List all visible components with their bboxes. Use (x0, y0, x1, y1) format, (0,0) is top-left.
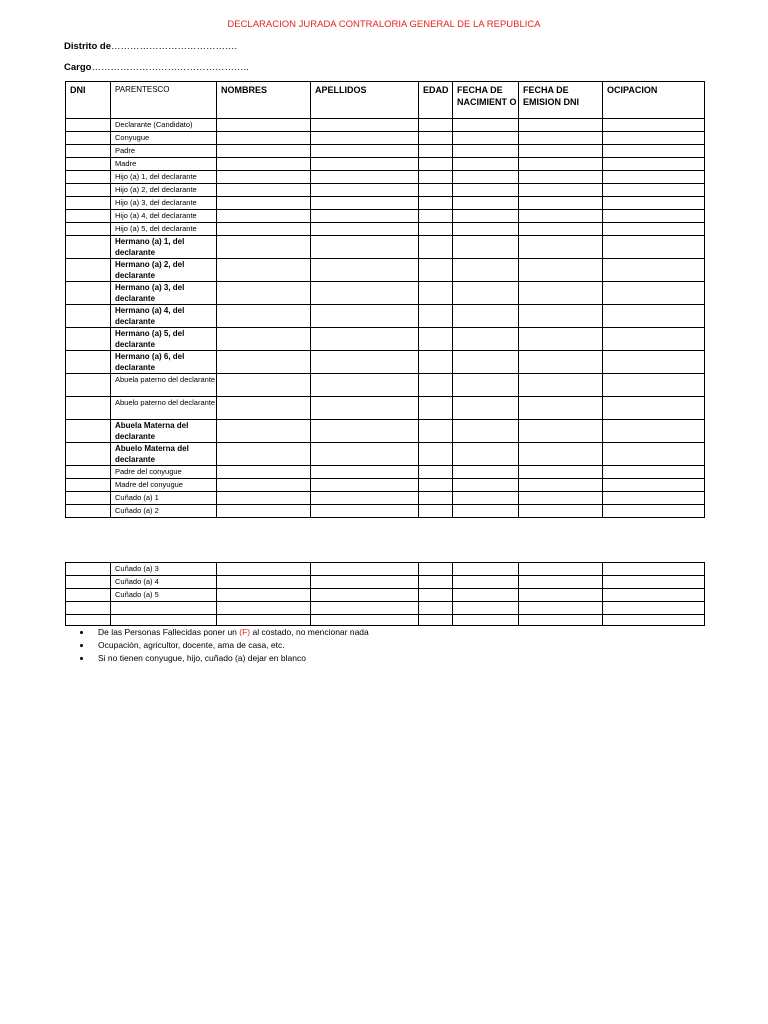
blank-cell[interactable] (453, 132, 519, 145)
blank-cell[interactable] (66, 132, 111, 145)
blank-cell[interactable] (453, 602, 519, 615)
blank-cell[interactable] (66, 197, 111, 210)
blank-cell[interactable] (66, 576, 111, 589)
blank-cell[interactable] (311, 351, 419, 374)
blank-cell[interactable] (66, 145, 111, 158)
blank-cell[interactable] (519, 479, 603, 492)
note-item: De las Personas Fallecidas poner un (F) al costado, no mencionar nada (79, 626, 369, 639)
table-row (66, 351, 705, 374)
blank-cell[interactable] (66, 171, 111, 184)
blank-cell[interactable] (311, 132, 419, 145)
relationship-cell: Cuñado (a) 3 (111, 563, 217, 576)
relationship-cell: Abuelo Materna del declarante (111, 443, 217, 466)
blank-cell[interactable] (453, 305, 519, 328)
blank-cell[interactable] (66, 443, 111, 466)
relationship-cell: Hermano (a) 6, del declarante (111, 351, 217, 374)
blank-cell[interactable] (603, 479, 705, 492)
blank-cell[interactable] (519, 351, 603, 374)
relationship-cell: Cuñado (a) 5 (111, 589, 217, 602)
blank-cell[interactable] (453, 492, 519, 505)
blank-cell[interactable] (419, 492, 453, 505)
blank-cell[interactable] (519, 145, 603, 158)
blank-cell[interactable] (311, 576, 419, 589)
table-row (66, 210, 705, 223)
blank-cell[interactable] (603, 492, 705, 505)
blank-cell[interactable] (66, 259, 111, 282)
blank-cell[interactable] (453, 282, 519, 305)
table-row (66, 145, 705, 158)
blank-cell[interactable] (311, 615, 419, 626)
blank-cell[interactable] (217, 171, 311, 184)
blank-cell[interactable] (453, 184, 519, 197)
blank-cell[interactable] (453, 443, 519, 466)
blank-cell[interactable] (453, 197, 519, 210)
blank-cell[interactable] (603, 119, 705, 132)
blank-cell[interactable] (217, 259, 311, 282)
table-row (66, 119, 705, 132)
position-field (64, 62, 249, 73)
blank-cell[interactable] (217, 328, 311, 351)
blank-cell[interactable] (453, 210, 519, 223)
blank-cell[interactable] (453, 236, 519, 259)
blank-cell[interactable] (603, 223, 705, 236)
blank-cell[interactable] (519, 420, 603, 443)
blank-cell[interactable] (311, 119, 419, 132)
blank-cell[interactable] (217, 197, 311, 210)
blank-cell[interactable] (311, 210, 419, 223)
blank-cell[interactable] (311, 505, 419, 518)
relationship-cell: Abuela Materna del declarante (111, 420, 217, 443)
note-item: Ocupación, agricultor, docente, ama de casa, etc. (79, 639, 369, 652)
blank-cell[interactable] (453, 351, 519, 374)
blank-cell[interactable] (66, 236, 111, 259)
blank-cell[interactable] (519, 305, 603, 328)
blank-cell[interactable] (519, 328, 603, 351)
blank-cell[interactable] (217, 602, 311, 615)
table-row (66, 184, 705, 197)
blank-cell[interactable] (217, 443, 311, 466)
blank-cell[interactable] (519, 492, 603, 505)
blank-cell[interactable] (217, 210, 311, 223)
blank-cell[interactable] (66, 305, 111, 328)
blank-cell[interactable] (519, 119, 603, 132)
blank-cell[interactable] (311, 466, 419, 479)
blank-cell[interactable] (519, 563, 603, 576)
blank-cell[interactable] (453, 171, 519, 184)
blank-cell[interactable] (453, 259, 519, 282)
blank-cell[interactable] (419, 171, 453, 184)
relationship-cell: Hijo (a) 5, del declarante (111, 223, 217, 236)
blank-cell[interactable] (217, 615, 311, 626)
blank-cell[interactable] (453, 328, 519, 351)
blank-cell[interactable] (66, 223, 111, 236)
table-row (66, 305, 705, 328)
table-row (66, 505, 705, 518)
blank-cell[interactable] (217, 420, 311, 443)
blank-cell[interactable] (519, 184, 603, 197)
blank-cell[interactable] (311, 184, 419, 197)
blank-cell[interactable] (603, 197, 705, 210)
blank-cell[interactable] (519, 615, 603, 626)
blank-cell[interactable] (66, 119, 111, 132)
blank-cell[interactable] (419, 589, 453, 602)
table-row (66, 158, 705, 171)
relationship-cell: Padre del conyugue (111, 466, 217, 479)
blank-cell[interactable] (66, 328, 111, 351)
blank-cell[interactable] (311, 282, 419, 305)
blank-cell[interactable] (311, 259, 419, 282)
table-row (66, 466, 705, 479)
blank-cell[interactable] (453, 589, 519, 602)
blank-cell[interactable] (519, 223, 603, 236)
blank-cell[interactable] (519, 171, 603, 184)
district-label: Distrito de (64, 41, 111, 52)
blank-cell[interactable] (519, 443, 603, 466)
blank-cell[interactable] (603, 210, 705, 223)
table-row (66, 615, 705, 626)
blank-cell[interactable] (419, 259, 453, 282)
blank-cell[interactable] (603, 351, 705, 374)
relationship-cell: Madre del conyugue (111, 479, 217, 492)
blank-cell[interactable] (311, 602, 419, 615)
blank-cell[interactable] (519, 259, 603, 282)
deceased-marker: (F) (239, 627, 251, 637)
relationship-cell: Madre (111, 158, 217, 171)
blank-cell[interactable] (419, 132, 453, 145)
blank-cell[interactable] (419, 466, 453, 479)
blank-cell[interactable] (419, 563, 453, 576)
blank-cell[interactable] (217, 576, 311, 589)
blank-cell[interactable] (419, 236, 453, 259)
relationship-cell: Hijo (a) 1, del declarante (111, 171, 217, 184)
column-header: FECHA DE EMISION DNI (519, 82, 603, 119)
blank-cell[interactable] (419, 282, 453, 305)
blank-cell[interactable] (311, 158, 419, 171)
blank-cell[interactable] (419, 443, 453, 466)
family-table-continued (65, 562, 705, 626)
blank-cell[interactable] (311, 197, 419, 210)
blank-cell[interactable] (603, 466, 705, 479)
blank-cell[interactable] (419, 479, 453, 492)
district-field (64, 41, 237, 52)
blank-cell[interactable] (453, 479, 519, 492)
column-header: FECHA DE NACIMIENT O (453, 82, 519, 119)
table-row (66, 602, 705, 615)
blank-cell[interactable] (311, 328, 419, 351)
blank-cell[interactable] (453, 397, 519, 420)
relationship-cell (111, 602, 217, 615)
position-blank[interactable]: ………………………………………….. (91, 62, 249, 73)
column-header: OCIPACION (603, 82, 705, 119)
blank-cell[interactable] (66, 282, 111, 305)
blank-cell[interactable] (217, 236, 311, 259)
blank-cell[interactable] (519, 466, 603, 479)
blank-cell[interactable] (217, 466, 311, 479)
blank-cell[interactable] (217, 119, 311, 132)
blank-cell[interactable] (453, 466, 519, 479)
note-item: Si no tienen conyugue, hijo, cuñado (a) dejar en blanco (79, 652, 369, 665)
blank-cell[interactable] (66, 589, 111, 602)
blank-cell[interactable] (217, 505, 311, 518)
blank-cell[interactable] (66, 563, 111, 576)
relationship-cell: Declarante (Candidato) (111, 119, 217, 132)
blank-cell[interactable] (603, 563, 705, 576)
blank-cell[interactable] (519, 282, 603, 305)
blank-cell[interactable] (519, 236, 603, 259)
blank-cell[interactable] (519, 576, 603, 589)
blank-cell[interactable] (217, 479, 311, 492)
relationship-cell: Hijo (a) 4, del declarante (111, 210, 217, 223)
blank-cell[interactable] (453, 158, 519, 171)
blank-cell[interactable] (66, 351, 111, 374)
blank-cell[interactable] (311, 563, 419, 576)
blank-cell[interactable] (311, 479, 419, 492)
blank-cell[interactable] (519, 158, 603, 171)
relationship-cell: Hijo (a) 3, del declarante (111, 197, 217, 210)
relationship-cell: Hermano (a) 3, del declarante (111, 282, 217, 305)
table-row (66, 282, 705, 305)
relationship-cell: Hermano (a) 2, del declarante (111, 259, 217, 282)
table-row (66, 397, 705, 420)
table-row (66, 259, 705, 282)
relationship-cell: Padre (111, 145, 217, 158)
blank-cell[interactable] (217, 145, 311, 158)
blank-cell[interactable] (603, 505, 705, 518)
blank-cell[interactable] (419, 328, 453, 351)
position-label: Cargo (64, 62, 92, 73)
blank-cell[interactable] (519, 602, 603, 615)
blank-cell[interactable] (603, 171, 705, 184)
header-row (66, 82, 705, 119)
relationship-cell: Cuñado (a) 2 (111, 505, 217, 518)
blank-cell[interactable] (603, 158, 705, 171)
blank-cell[interactable] (66, 615, 111, 626)
blank-cell[interactable] (311, 492, 419, 505)
blank-cell[interactable] (453, 615, 519, 626)
blank-cell[interactable] (603, 184, 705, 197)
blank-cell[interactable] (311, 374, 419, 397)
blank-cell[interactable] (603, 397, 705, 420)
table-row (66, 492, 705, 505)
blank-cell[interactable] (419, 602, 453, 615)
blank-cell[interactable] (519, 132, 603, 145)
blank-cell[interactable] (419, 351, 453, 374)
blank-cell[interactable] (603, 305, 705, 328)
blank-cell[interactable] (66, 466, 111, 479)
relationship-cell: Hermano (a) 1, del declarante (111, 236, 217, 259)
table-row (66, 479, 705, 492)
blank-cell[interactable] (217, 305, 311, 328)
family-table-main (65, 81, 705, 518)
column-header: PARENTESCO (111, 82, 217, 119)
table-row (66, 197, 705, 210)
blank-cell[interactable] (66, 374, 111, 397)
blank-cell[interactable] (603, 602, 705, 615)
table-row (66, 171, 705, 184)
blank-cell[interactable] (419, 374, 453, 397)
blank-cell[interactable] (311, 589, 419, 602)
blank-cell[interactable] (453, 505, 519, 518)
blank-cell[interactable] (453, 420, 519, 443)
blank-cell[interactable] (419, 397, 453, 420)
blank-cell[interactable] (519, 505, 603, 518)
blank-cell[interactable] (311, 236, 419, 259)
blank-cell[interactable] (217, 374, 311, 397)
blank-cell[interactable] (603, 374, 705, 397)
blank-cell[interactable] (311, 443, 419, 466)
relationship-cell: Cuñado (a) 1 (111, 492, 217, 505)
blank-cell[interactable] (419, 184, 453, 197)
blank-cell[interactable] (217, 282, 311, 305)
blank-cell[interactable] (217, 132, 311, 145)
blank-cell[interactable] (217, 223, 311, 236)
blank-cell[interactable] (603, 145, 705, 158)
blank-cell[interactable] (519, 197, 603, 210)
district-blank[interactable]: …………………………………. (110, 41, 238, 52)
column-header: EDAD (419, 82, 453, 119)
table-row (66, 443, 705, 466)
blank-cell[interactable] (603, 589, 705, 602)
blank-cell[interactable] (519, 210, 603, 223)
blank-cell[interactable] (603, 328, 705, 351)
blank-cell[interactable] (217, 351, 311, 374)
relationship-cell: Abuelo paterno del declarante (111, 397, 217, 420)
blank-cell[interactable] (217, 158, 311, 171)
blank-cell[interactable] (519, 397, 603, 420)
relationship-cell: Conyugue (111, 132, 217, 145)
table-row (66, 236, 705, 259)
blank-cell[interactable] (419, 305, 453, 328)
blank-cell[interactable] (453, 223, 519, 236)
blank-cell[interactable] (311, 420, 419, 443)
blank-cell[interactable] (217, 397, 311, 420)
relationship-cell: Hijo (a) 2, del declarante (111, 184, 217, 197)
blank-cell[interactable] (419, 615, 453, 626)
blank-cell[interactable] (217, 589, 311, 602)
table-row (66, 576, 705, 589)
relationship-cell: Hermano (a) 4, del declarante (111, 305, 217, 328)
blank-cell[interactable] (66, 184, 111, 197)
table-row (66, 420, 705, 443)
instruction-notes (79, 626, 369, 665)
column-header: APELLIDOS (311, 82, 419, 119)
blank-cell[interactable] (603, 420, 705, 443)
document-title: DECLARACION JURADA CONTRALORIA GENERAL DE LA REPUBLICA (227, 19, 541, 30)
blank-cell[interactable] (603, 259, 705, 282)
blank-cell[interactable] (66, 210, 111, 223)
blank-cell[interactable] (519, 589, 603, 602)
blank-cell[interactable] (603, 576, 705, 589)
blank-cell[interactable] (66, 602, 111, 615)
blank-cell[interactable] (311, 171, 419, 184)
blank-cell[interactable] (453, 576, 519, 589)
blank-cell[interactable] (419, 158, 453, 171)
blank-cell[interactable] (66, 158, 111, 171)
column-header: DNI (66, 82, 111, 119)
blank-cell[interactable] (66, 492, 111, 505)
table-row (66, 589, 705, 602)
table-row (66, 563, 705, 576)
blank-cell[interactable] (217, 563, 311, 576)
relationship-cell: Hermano (a) 5, del declarante (111, 328, 217, 351)
blank-cell[interactable] (453, 119, 519, 132)
blank-cell[interactable] (603, 443, 705, 466)
blank-cell[interactable] (453, 374, 519, 397)
blank-cell[interactable] (66, 479, 111, 492)
relationship-cell: Abuela paterno del declarante (111, 374, 217, 397)
blank-cell[interactable] (311, 145, 419, 158)
table-row (66, 132, 705, 145)
blank-cell[interactable] (603, 615, 705, 626)
blank-cell[interactable] (217, 492, 311, 505)
blank-cell[interactable] (419, 119, 453, 132)
blank-cell[interactable] (217, 184, 311, 197)
blank-cell[interactable] (603, 282, 705, 305)
blank-cell[interactable] (419, 223, 453, 236)
blank-cell[interactable] (66, 420, 111, 443)
blank-cell[interactable] (311, 223, 419, 236)
relationship-cell: Cuñado (a) 4 (111, 576, 217, 589)
blank-cell[interactable] (419, 145, 453, 158)
blank-cell[interactable] (419, 576, 453, 589)
blank-cell[interactable] (519, 374, 603, 397)
column-header: NOMBRES (217, 82, 311, 119)
relationship-cell (111, 615, 217, 626)
blank-cell[interactable] (419, 420, 453, 443)
table-row (66, 328, 705, 351)
blank-cell[interactable] (419, 505, 453, 518)
blank-cell[interactable] (603, 132, 705, 145)
blank-cell[interactable] (66, 505, 111, 518)
blank-cell[interactable] (311, 305, 419, 328)
blank-cell[interactable] (66, 397, 111, 420)
blank-cell[interactable] (419, 210, 453, 223)
blank-cell[interactable] (603, 236, 705, 259)
blank-cell[interactable] (311, 397, 419, 420)
blank-cell[interactable] (419, 197, 453, 210)
table-row (66, 374, 705, 397)
blank-cell[interactable] (453, 563, 519, 576)
table-row (66, 223, 705, 236)
blank-cell[interactable] (453, 145, 519, 158)
